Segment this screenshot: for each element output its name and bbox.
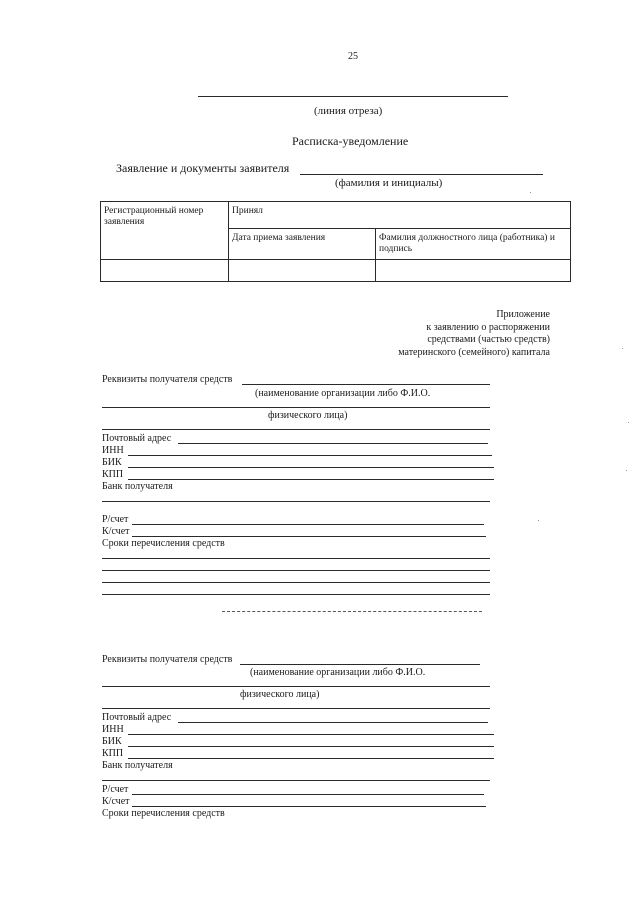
- recipient-label-2: Реквизиты получателя средств: [102, 654, 233, 665]
- name-hint: (фамилия и инициалы): [335, 177, 443, 189]
- postal-field-2[interactable]: [178, 722, 488, 723]
- person-hint-1: физического лица): [268, 410, 348, 421]
- corr-field-1[interactable]: [132, 536, 486, 537]
- recipient-field-2[interactable]: [240, 664, 480, 665]
- cut-line: [198, 96, 508, 97]
- cut-line-label: (линия отреза): [314, 105, 383, 117]
- terms-label-2: Сроки перечисления средств: [102, 808, 225, 819]
- inn-label-1: ИНН: [102, 445, 124, 456]
- reg-number-cell[interactable]: [101, 259, 229, 281]
- appendix-line-2: к заявлению о распоряжении: [426, 321, 550, 333]
- date-cell[interactable]: [229, 259, 376, 281]
- org-hint-2: (наименование организации либо Ф.И.О.: [250, 667, 426, 678]
- inn-field-2[interactable]: [128, 734, 494, 735]
- separator-line: [222, 611, 482, 612]
- appendix-line-1: Приложение: [496, 309, 550, 320]
- official-cell[interactable]: [376, 259, 571, 281]
- bank-field-1[interactable]: [102, 501, 490, 502]
- scan-speck: [530, 192, 531, 193]
- appendix-line-4: материнского (семейного) капитала: [398, 346, 550, 358]
- postal-field-1[interactable]: [178, 443, 488, 444]
- official-header: Фамилия должностного лица (работника) и подпись: [376, 229, 571, 260]
- date-header: Дата приема заявления: [229, 229, 376, 260]
- inn-label-2: ИНН: [102, 724, 124, 735]
- bik-field-1[interactable]: [128, 467, 494, 468]
- statement-label: Заявление и документы заявителя: [116, 161, 290, 175]
- inn-field-1[interactable]: [128, 455, 492, 456]
- account-label-1: Р/счет: [102, 514, 129, 525]
- recipient-field-2c[interactable]: [102, 708, 490, 709]
- scan-speck: [628, 422, 629, 423]
- page-number: 25: [348, 51, 358, 62]
- scan-speck: [622, 348, 623, 349]
- terms-label-1: Сроки перечисления средств: [102, 538, 225, 549]
- kpp-label-1: КПП: [102, 469, 124, 480]
- recipient-field-2b[interactable]: [102, 686, 490, 687]
- corr-label-1: К/счет: [102, 526, 130, 537]
- corr-label-2: К/счет: [102, 796, 130, 807]
- kpp-label-2: КПП: [102, 748, 124, 759]
- account-label-2: Р/счет: [102, 784, 129, 795]
- postal-label-1: Почтовый адрес: [102, 433, 172, 444]
- postal-label-2: Почтовый адрес: [102, 712, 172, 723]
- accepted-header: Принял: [229, 202, 571, 229]
- corr-field-2[interactable]: [132, 806, 486, 807]
- bank-label-2: Банк получателя: [102, 760, 173, 771]
- appendix-line-3: средствами (частью средств): [427, 334, 550, 345]
- terms-field-1b[interactable]: [102, 570, 490, 571]
- account-field-2[interactable]: [132, 794, 484, 795]
- account-field-1[interactable]: [132, 524, 484, 525]
- reg-number-header: Регистрационный номер заявления: [101, 202, 229, 260]
- scan-speck: [538, 520, 539, 521]
- receipt-title: Расписка-уведомление: [292, 134, 409, 148]
- org-hint-1: (наименование организации либо Ф.И.О.: [255, 388, 431, 399]
- bank-label-1: Банк получателя: [102, 481, 173, 492]
- bank-field-2[interactable]: [102, 780, 490, 781]
- registration-table: [100, 201, 571, 282]
- recipient-field-1b[interactable]: [102, 407, 490, 408]
- person-hint-2: физического лица): [240, 689, 320, 700]
- appendix-note: [290, 309, 550, 359]
- terms-field-1c[interactable]: [102, 582, 490, 583]
- recipient-field-1[interactable]: [242, 384, 490, 385]
- bik-label-1: БИК: [102, 457, 122, 468]
- kpp-field-2[interactable]: [128, 758, 494, 759]
- bik-field-2[interactable]: [128, 746, 494, 747]
- statement-name-field[interactable]: [300, 174, 543, 175]
- terms-field-1d[interactable]: [102, 594, 490, 595]
- recipient-field-1c[interactable]: [102, 429, 490, 430]
- kpp-field-1[interactable]: [128, 479, 494, 480]
- scan-speck: [626, 470, 627, 471]
- terms-field-1a[interactable]: [102, 558, 490, 559]
- recipient-label-1: Реквизиты получателя средств: [102, 374, 233, 385]
- bik-label-2: БИК: [102, 736, 122, 747]
